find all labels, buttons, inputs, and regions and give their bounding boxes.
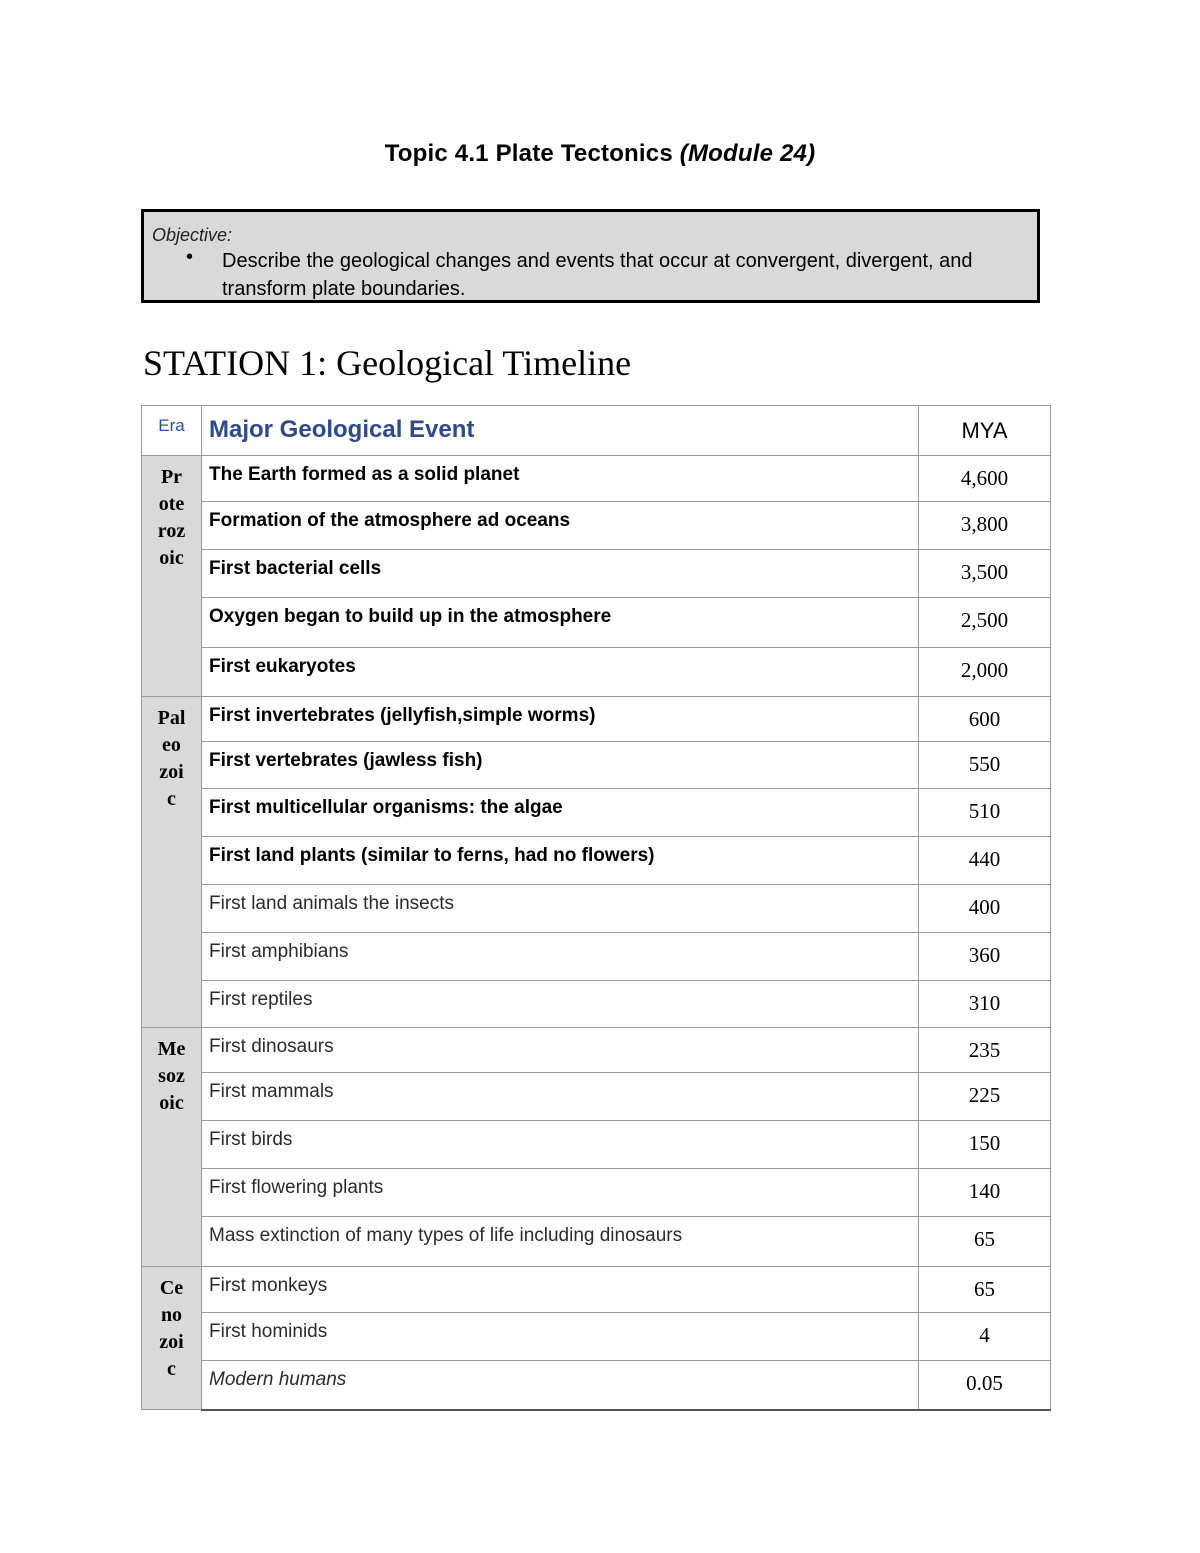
event-cell: First hominids — [202, 1313, 919, 1361]
table-row — [142, 697, 1051, 742]
mya-cell: 235 — [919, 1028, 1051, 1073]
table-row — [142, 742, 1051, 789]
event-cell: First land plants (similar to ferns, had no flowers) — [202, 837, 919, 885]
table-row — [142, 837, 1051, 885]
table-row — [142, 1217, 1051, 1267]
mya-cell: 400 — [919, 885, 1051, 933]
mya-cell: 600 — [919, 697, 1051, 742]
table-row — [142, 1169, 1051, 1217]
event-cell: Oxygen began to build up in the atmosphere — [202, 598, 919, 648]
event-cell: Modern humans — [202, 1361, 919, 1410]
table-row — [142, 502, 1051, 550]
era-name: Me soz oic — [157, 1038, 186, 1114]
event-cell: Formation of the atmosphere ad oceans — [202, 502, 919, 550]
table-row — [142, 981, 1051, 1028]
table-row — [142, 1073, 1051, 1121]
event-cell: First dinosaurs — [202, 1028, 919, 1073]
table-row — [142, 885, 1051, 933]
table-row — [142, 1361, 1051, 1410]
mya-cell: 440 — [919, 837, 1051, 885]
mya-cell: 140 — [919, 1169, 1051, 1217]
event-cell: Mass extinction of many types of life including dinosaurs — [202, 1217, 919, 1267]
objective-box — [141, 209, 1040, 303]
event-cell: First multicellular organisms: the algae — [202, 789, 919, 837]
table-header-row — [142, 406, 1051, 456]
header-event: Major Geological Event — [202, 406, 919, 456]
event-cell: First invertebrates (jellyfish,simple worms) — [202, 697, 919, 742]
table-row — [142, 456, 1051, 502]
mya-cell: 3,800 — [919, 502, 1051, 550]
event-cell: First birds — [202, 1121, 919, 1169]
era-cell-paleozoic — [142, 697, 202, 1028]
mya-cell: 65 — [919, 1267, 1051, 1313]
mya-cell: 2,500 — [919, 598, 1051, 648]
mya-cell: 225 — [919, 1073, 1051, 1121]
page-title — [0, 140, 1200, 168]
event-cell: First amphibians — [202, 933, 919, 981]
header-mya: MYA — [919, 406, 1051, 456]
objective-label: Objective: — [152, 225, 233, 245]
mya-cell: 65 — [919, 1217, 1051, 1267]
event-cell: First eukaryotes — [202, 648, 919, 697]
table-row — [142, 1267, 1051, 1313]
era-cell-cenozoic — [142, 1267, 202, 1410]
title-main: Topic 4.1 Plate Tectonics — [384, 140, 673, 167]
event-cell: First mammals — [202, 1073, 919, 1121]
table-row — [142, 648, 1051, 697]
mya-cell: 4 — [919, 1313, 1051, 1361]
mya-cell: 4,600 — [919, 456, 1051, 502]
table-row — [142, 1028, 1051, 1073]
mya-cell: 510 — [919, 789, 1051, 837]
event-cell: First reptiles — [202, 981, 919, 1028]
event-cell: First monkeys — [202, 1267, 919, 1313]
event-cell: First vertebrates (jawless fish) — [202, 742, 919, 789]
event-cell: First flowering plants — [202, 1169, 919, 1217]
event-cell: First bacterial cells — [202, 550, 919, 598]
table-row — [142, 598, 1051, 648]
era-name: Pal eo zoi c — [157, 707, 186, 810]
event-cell: First land animals the insects — [202, 885, 919, 933]
mya-cell: 3,500 — [919, 550, 1051, 598]
mya-cell: 310 — [919, 981, 1051, 1028]
mya-cell: 550 — [919, 742, 1051, 789]
era-cell-mesozoic — [142, 1028, 202, 1267]
bullet-icon: • — [186, 246, 194, 268]
table-row — [142, 1313, 1051, 1361]
era-name: Pr ote roz oic — [157, 466, 186, 569]
mya-cell: 360 — [919, 933, 1051, 981]
table-row — [142, 550, 1051, 598]
table-row — [142, 1121, 1051, 1169]
era-name: Ce no zoi c — [159, 1277, 184, 1380]
table-row — [142, 933, 1051, 981]
objective-text: Describe the geological changes and events that occur at convergent, divergent, and transform plate boundaries. — [222, 250, 973, 300]
geological-timeline-table — [141, 405, 1051, 1411]
mya-cell: 2,000 — [919, 648, 1051, 697]
event-cell: The Earth formed as a solid planet — [202, 456, 919, 502]
station-heading: STATION 1: Geological Timeline — [143, 343, 632, 383]
mya-cell: 150 — [919, 1121, 1051, 1169]
era-cell-proterozoic — [142, 456, 202, 697]
title-module: (Module 24) — [679, 140, 816, 167]
mya-cell: 0.05 — [919, 1361, 1051, 1410]
table-row — [142, 789, 1051, 837]
header-era: Era — [142, 406, 202, 456]
